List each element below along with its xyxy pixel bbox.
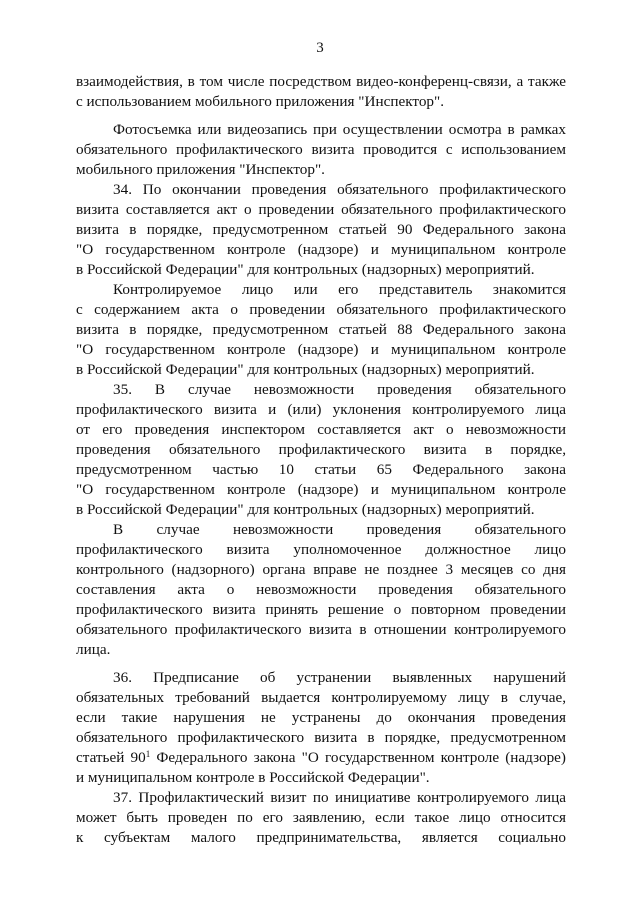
paragraph-item-34 [76, 180, 566, 280]
paragraph [76, 520, 566, 660]
text-line: мобильного приложения "Инспектор". [76, 161, 325, 178]
paragraph [76, 120, 566, 180]
text-line: профилактического визита и (или) уклонения контролируемого лица [76, 401, 566, 418]
text-line: "О государственном контроле (надзоре) и муниципальном контроле [76, 241, 566, 258]
text-fragment: статьей 90 [76, 749, 146, 766]
text-line: лица. [76, 641, 111, 658]
text-line: визита в порядке, предусмотренном статьей 90 Федерального закона [76, 221, 566, 238]
text-line: в Российской Федерации" для контрольных (надзорных) мероприятий. [76, 501, 535, 518]
superscript-mark: 1 [145, 749, 151, 759]
text-line: 36. Предписание об устранении выявленных нарушений [113, 669, 566, 686]
text-line: обязательных требований выдается контролируемому лицу в случае, [76, 689, 566, 706]
text-line: профилактического визита принять решение о повторном проведении [76, 601, 566, 618]
text-line: контрольного (надзорного) органа вправе не позднее 3 месяцев со дня [76, 561, 566, 578]
text-line: в Российской Федерации" для контрольных (надзорных) мероприятий. [76, 261, 535, 278]
text-line: к субъектам малого предпринимательства, является социально [76, 829, 566, 846]
text-line: визита составляется акт о проведении обязательного профилактического [76, 201, 566, 218]
text-line: если такие нарушения не устранены до окончания проведения [76, 709, 566, 726]
text-line: В случае невозможности проведения обязательного [113, 521, 566, 538]
text-line: от его проведения инспектором составляется акт о невозможности [76, 421, 566, 438]
text-line: может быть проведен по его заявлению, если такое лицо относится [76, 809, 566, 826]
text-line: 37. Профилактический визит по инициативе контролируемого лица [113, 789, 566, 806]
text-line: в Российской Федерации" для контрольных (надзорных) мероприятий. [76, 361, 535, 378]
text-line: 34. По окончании проведения обязательного профилактического [113, 181, 566, 198]
text-line: составления акта о невозможности проведения обязательного [76, 581, 566, 598]
page-number: 3 [316, 40, 324, 56]
text-line: взаимодействия, в том числе посредством видео-конференц-связи, а также [76, 73, 566, 90]
paragraph-item-36 [76, 668, 566, 788]
text-line: обязательного профилактического визита в отношении контролируемого [76, 621, 566, 638]
text-line: профилактического визита уполномоченное должностное лицо [76, 541, 566, 558]
text-line: предусмотренном частью 10 статьи 65 Федерального закона [76, 461, 566, 478]
paragraph-item-37 [76, 788, 566, 848]
text-fragment: Федерального закона "О государственном контроле (надзоре) [150, 749, 566, 766]
text-line: "О государственном контроле (надзоре) и муниципальном контроле [76, 481, 566, 498]
text-line: обязательного профилактического визита в порядке, предусмотренном [76, 729, 566, 746]
text-line: и муниципальном контроле в Российской Федерации". [76, 769, 430, 786]
text-line-with-superscript [76, 748, 566, 768]
document-body [76, 72, 566, 848]
text-line: визита в порядке, предусмотренном статьей 88 Федерального закона [76, 321, 566, 338]
text-line: Фотосъемка или видеозапись при осуществлении осмотра в рамках [113, 121, 566, 138]
paragraph [76, 72, 566, 112]
text-line: Контролируемое лицо или его представитель знакомится [113, 281, 566, 298]
paragraph-item-35 [76, 380, 566, 520]
text-line: обязательного профилактического визита проводится с использованием [76, 141, 566, 158]
paragraph [76, 280, 566, 380]
text-line: проведения обязательного профилактического визита в порядке, [76, 441, 566, 458]
text-line: с использованием мобильного приложения "Инспектор". [76, 93, 444, 110]
text-line: с содержанием акта о проведении обязательного профилактического [76, 301, 566, 318]
text-line: 35. В случае невозможности проведения обязательного [113, 381, 566, 398]
text-line: "О государственном контроле (надзоре) и муниципальном контроле [76, 341, 566, 358]
